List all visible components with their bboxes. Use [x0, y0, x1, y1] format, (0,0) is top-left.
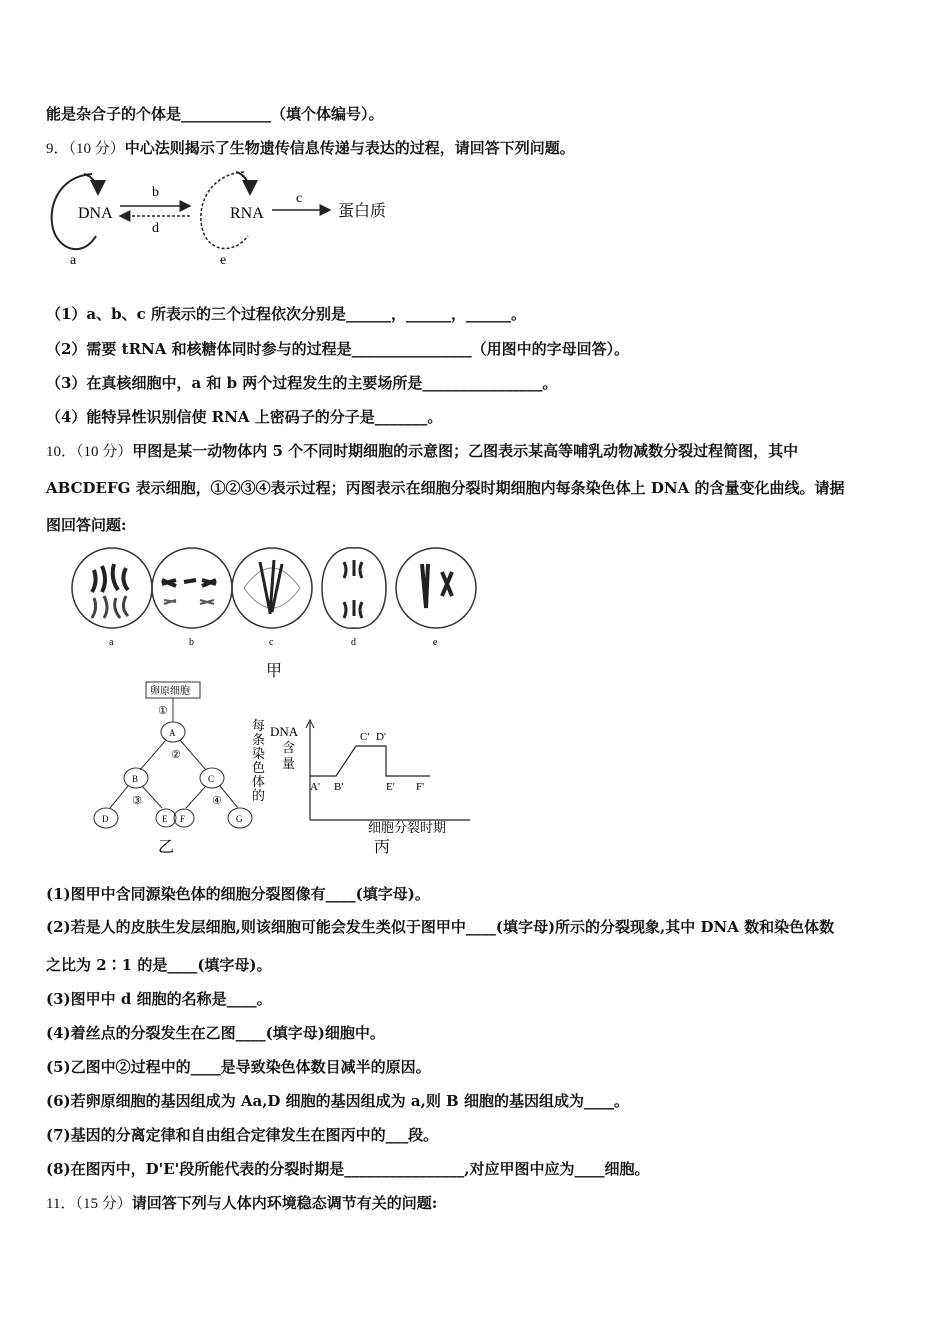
process-a-label: a — [70, 253, 77, 268]
node-b: B — [132, 774, 139, 784]
process-d-label: d — [152, 221, 159, 236]
cell-e — [396, 548, 476, 648]
oogonium-label: 卵原细胞 — [150, 686, 190, 697]
svg-text:染: 染 — [252, 746, 266, 761]
figure-bing-title: 丙 — [374, 839, 391, 856]
question-text: 中心法则揭示了生物遗传信息传递与表达的过程，请回答下列问题。 — [124, 139, 575, 157]
svg-text:色: 色 — [252, 760, 266, 775]
point-a: A' — [310, 781, 320, 793]
question-10-heading — [46, 441, 910, 462]
cell-a-label: a — [109, 637, 114, 648]
svg-text:体: 体 — [252, 774, 266, 789]
q10-sub-1: (1)图甲中含同源染色体的细胞分裂图像有____(填字母)。 — [46, 885, 430, 903]
svg-text:DNA: DNA — [270, 724, 299, 739]
q9-sub-3: （3）在真核细胞中，a 和 b 两个过程发生的主要场所是________________。 — [46, 374, 558, 392]
q9-sub-4: （4）能特异性识别信使 RNA 上密码子的分子是_______。 — [46, 408, 443, 426]
cell-a — [72, 548, 152, 648]
process-e-label: e — [220, 253, 227, 268]
cell-d — [322, 548, 386, 648]
point-d: D' — [376, 731, 386, 743]
rna-label: RNA — [230, 205, 264, 222]
node-e: E — [162, 814, 168, 824]
question-text: 甲图是某一动物体内 5 个不同时期细胞的示意图；乙图表示某高等哺乳动物减数分裂过程简图，其中 — [132, 442, 799, 460]
protein-label: 蛋白质 — [338, 203, 387, 220]
question-9-heading — [46, 138, 910, 159]
svg-text:含: 含 — [282, 740, 296, 755]
step-2: ② — [171, 749, 181, 761]
process-b-label: b — [152, 185, 159, 200]
q10-sub-5: (5)乙图中②过程中的____是导致染色体数目减半的原因。 — [46, 1058, 431, 1076]
q10-sub-6: (6)若卵原细胞的基因组成为 Aa,D 细胞的基因组成为 a,则 B 细胞的基因组成为____。 — [46, 1092, 629, 1110]
cell-c-label: c — [269, 637, 274, 648]
point-c: C' — [360, 731, 370, 743]
figure-yi — [86, 678, 266, 858]
svg-text:每: 每 — [252, 718, 266, 733]
cell-b-label: b — [189, 637, 194, 648]
question-number: 9．（10 分） — [46, 141, 125, 157]
node-a: A — [169, 728, 176, 738]
cell-e-label: e — [433, 637, 438, 648]
x-axis-label: 细胞分裂时期 — [368, 820, 447, 835]
node-c: C — [208, 774, 215, 784]
figure-jia-title: 甲 — [266, 663, 283, 680]
q9-sub-2: （2）需要 tRNA 和核糖体同时参与的过程是________________（用图中的字母回答）。 — [46, 340, 630, 358]
q9-sub-1: （1）a、b、c 所表示的三个过程依次分别是______，______，______。 — [46, 305, 527, 323]
point-e: E' — [386, 781, 395, 793]
point-f: F' — [416, 781, 425, 793]
q10-sub-8: (8)在图丙中，D'E'段所能代表的分裂时期是________________,对应甲图中应为____细胞。 — [46, 1160, 650, 1178]
dna-curve — [310, 746, 430, 776]
figure-bing — [248, 716, 488, 860]
q10-sub-2a: (2)若是人的皮肤生发层细胞,则该细胞可能会发生类似于图甲中____(填字母)所示的分裂现象,其中 DNA 数和染色体数 — [46, 918, 835, 936]
rna-replication-arrow — [236, 172, 250, 194]
q10-sub-3: (3)图甲中 d 细胞的名称是____。 — [46, 990, 272, 1008]
node-d: D — [102, 814, 109, 824]
dna-label: DNA — [78, 205, 113, 222]
figure-jia — [64, 542, 494, 682]
question-number: 10．（10 分） — [46, 444, 133, 460]
q10-sub-7: (7)基因的分离定律和自由组合定律发生在图丙中的___段。 — [46, 1126, 439, 1144]
cell-d-label: d — [351, 637, 356, 648]
figure-yi-title: 乙 — [158, 839, 175, 856]
replication-loop-arrow — [84, 174, 98, 194]
step-1: ① — [158, 705, 168, 717]
node-g: G — [236, 814, 243, 824]
y-label-right — [270, 724, 299, 771]
question-text: 请回答下列与人体内环境稳态调节有关的问题: — [131, 1194, 438, 1212]
svg-text:的: 的 — [252, 788, 266, 803]
y-label-left — [252, 718, 265, 803]
q10-sub-4: (4)着丝点的分裂发生在乙图____(填字母)细胞中。 — [46, 1024, 385, 1042]
central-dogma-diagram — [44, 164, 404, 272]
point-b: B' — [334, 781, 344, 793]
cell-b — [152, 548, 232, 648]
svg-text:条: 条 — [252, 732, 266, 747]
q10-text-line3: 图回答问题: — [46, 516, 127, 534]
q10-text-line2: ABCDEFG 表示细胞，①②③④表示过程；丙图表示在细胞分裂时期细胞内每条染色体上 DNA 的含量变化曲线。请据 — [46, 479, 845, 497]
q10-sub-2b: 之比为 2∶1 的是____(填字母)。 — [46, 956, 272, 974]
step-4: ④ — [212, 795, 222, 807]
question-number: 11．（15 分） — [46, 1196, 132, 1212]
svg-text:量: 量 — [282, 756, 296, 771]
answer-line-prev: 能是杂合子的个体是____________（填个体编号）。 — [46, 105, 384, 123]
process-c-label: c — [296, 191, 303, 206]
cell-c — [232, 548, 312, 648]
step-3: ③ — [132, 795, 142, 807]
question-11-heading — [46, 1193, 910, 1214]
node-f: F — [180, 814, 186, 824]
